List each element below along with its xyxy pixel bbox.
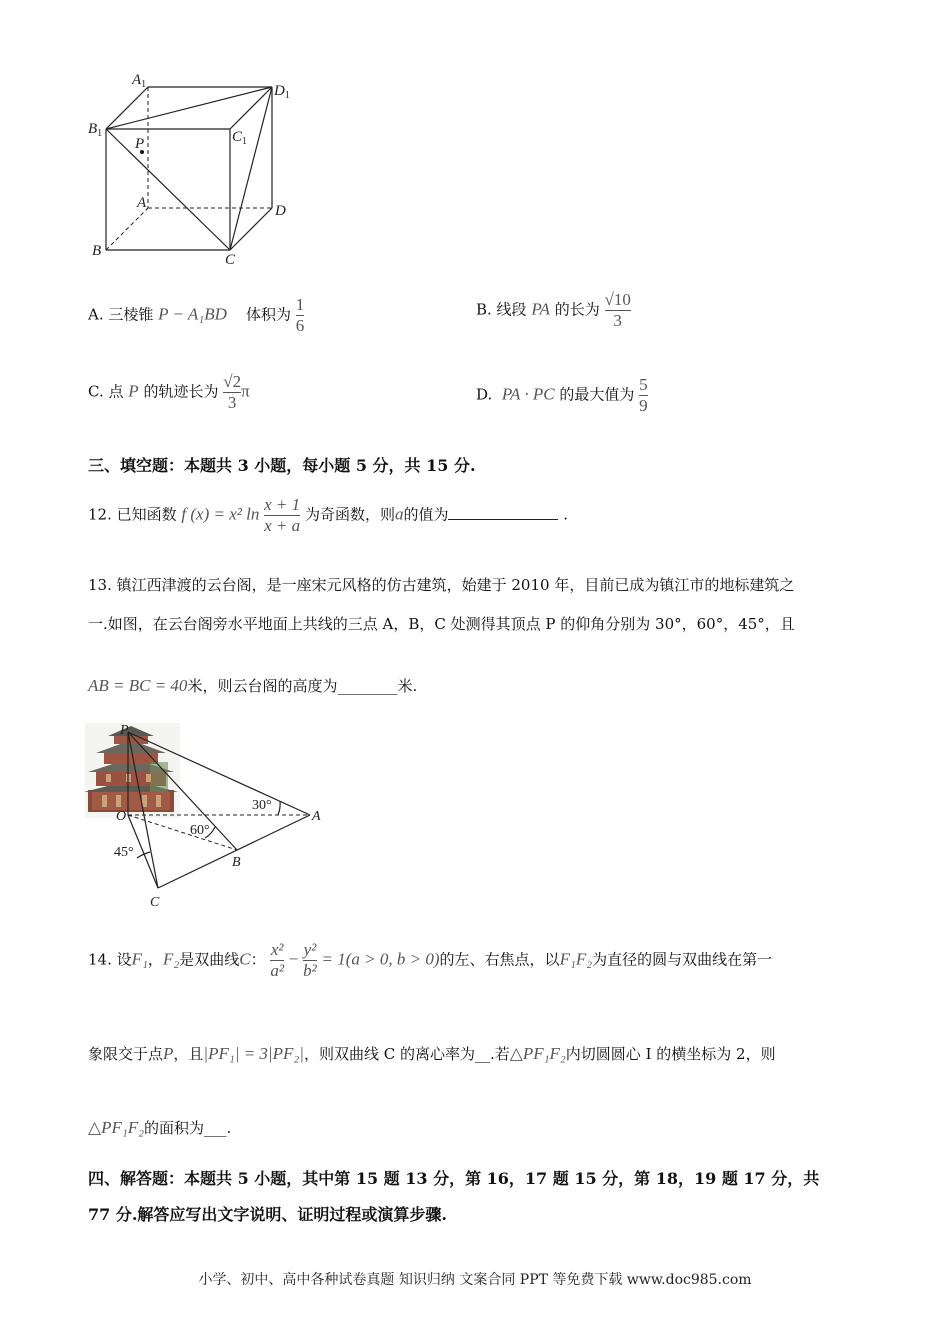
question-13-line2: 一.如图，在云台阁旁水平地面上共线的三点 A，B，C 处测得其顶点 P 的仰角分别为 30°，60°，45°，且 bbox=[88, 615, 795, 633]
option-b-fraction: $\frac{√10}{3}$ bbox=[604, 290, 631, 330]
tower-label-o: O bbox=[116, 809, 127, 824]
option-d-fraction: $\frac{5}{9}$ bbox=[639, 375, 648, 415]
q12-fraction: $\frac{x + 1}{x + a}$ bbox=[264, 495, 301, 535]
question-14-line1: 14. 设F₁，F₂是双曲线C： $\frac{\text{x²}}{\text{a²}}$ − $\frac{\text{y²}}{\text{b²}}$ = 1(a > 0, b > 0)的左、右焦点，以F₁F₂为直径的圆与双曲线在第一 bbox=[88, 940, 773, 980]
label-b1: $B_1$ bbox=[88, 121, 103, 139]
question-14-line3: △PF₁F₂的面积为___. bbox=[88, 1118, 232, 1137]
tower-figure bbox=[82, 720, 332, 915]
section4-heading-line2: 77 分.解答应写出文字说明、证明过程或演算步骤. bbox=[88, 1205, 447, 1224]
tower-label-p: P bbox=[120, 723, 129, 738]
label-a: A bbox=[137, 195, 147, 211]
angle-label-45: 45° bbox=[114, 845, 134, 860]
question-12: 12. 已知函数 f (x) = x² ln $\frac{x + 1}{x + a}$ 为奇函数，则a的值为 . bbox=[88, 495, 569, 535]
tower-label-c: C bbox=[150, 895, 160, 910]
option-a-fraction: $\frac{1}{6}$ bbox=[295, 295, 305, 335]
label-d: D bbox=[275, 203, 286, 219]
label-b: B bbox=[92, 243, 102, 259]
label-c1: $C_1$ bbox=[232, 129, 248, 147]
q14-y-fraction: $\frac{\text{y²}}{\text{b²}}$ bbox=[303, 940, 317, 980]
page-footer: 小学、初中、高中各种试卷真题 知识归纳 文案合同 PPT 等免费下载 www.doc985.com bbox=[198, 1272, 752, 1288]
q12-answer-blank[interactable] bbox=[448, 503, 558, 520]
cube-figure bbox=[80, 65, 300, 270]
question-14-line2: 象限交于点P，且|PF₁| = 3|PF₂|，则双曲线 C 的离心率为__.若△PF₁F₂内切圆圆心 I 的横坐标为 2，则 bbox=[88, 1044, 776, 1063]
section4-heading-line1: 四、解答题：本题共 5 小题，其中第 15 题 13 分，第 16，17 题 15 分，第 18，19 题 17 分，共 bbox=[88, 1169, 820, 1188]
option-c-fraction: $\frac{√2}{3}$ bbox=[223, 372, 242, 412]
tower-label-b: B bbox=[232, 855, 241, 870]
angle-label-30: 30° bbox=[252, 798, 272, 813]
section3-heading: 三、填空题：本题共 3 小题，每小题 5 分，共 15 分. bbox=[88, 456, 476, 475]
question-13-line1: 13. 镇江西津渡的云台阁，是一座宋元风格的仿古建筑，始建于 2010 年，目前已成为镇江市的地标建筑之 bbox=[88, 576, 795, 594]
label-c: C bbox=[225, 252, 236, 268]
option-c: C. 点 P 的轨迹长为 $\frac{√2}{3}$ π bbox=[88, 372, 250, 412]
tower-photo bbox=[84, 723, 180, 818]
q14-x-fraction: $\frac{\text{x²}}{\text{a²}}$ bbox=[270, 940, 284, 980]
option-d: D. PA · PC 的最大值为 $\frac{5}{9}$ bbox=[476, 375, 648, 415]
label-p: P bbox=[135, 136, 145, 152]
tower-label-a: A bbox=[312, 809, 321, 824]
option-a: A. 三棱锥 P − A₁BD 体积为 $\frac{1}{6}$ bbox=[88, 295, 305, 335]
option-b: B. 线段 PA 的长为 $\frac{√10}{3}$ bbox=[476, 290, 631, 330]
label-d1: $D_1$ bbox=[274, 83, 290, 101]
question-13-line3: AB = BC = 40米，则云台阁的高度为________米. bbox=[88, 676, 418, 695]
label-a1: $A_1$ bbox=[132, 72, 147, 90]
angle-label-60: 60° bbox=[190, 823, 210, 838]
